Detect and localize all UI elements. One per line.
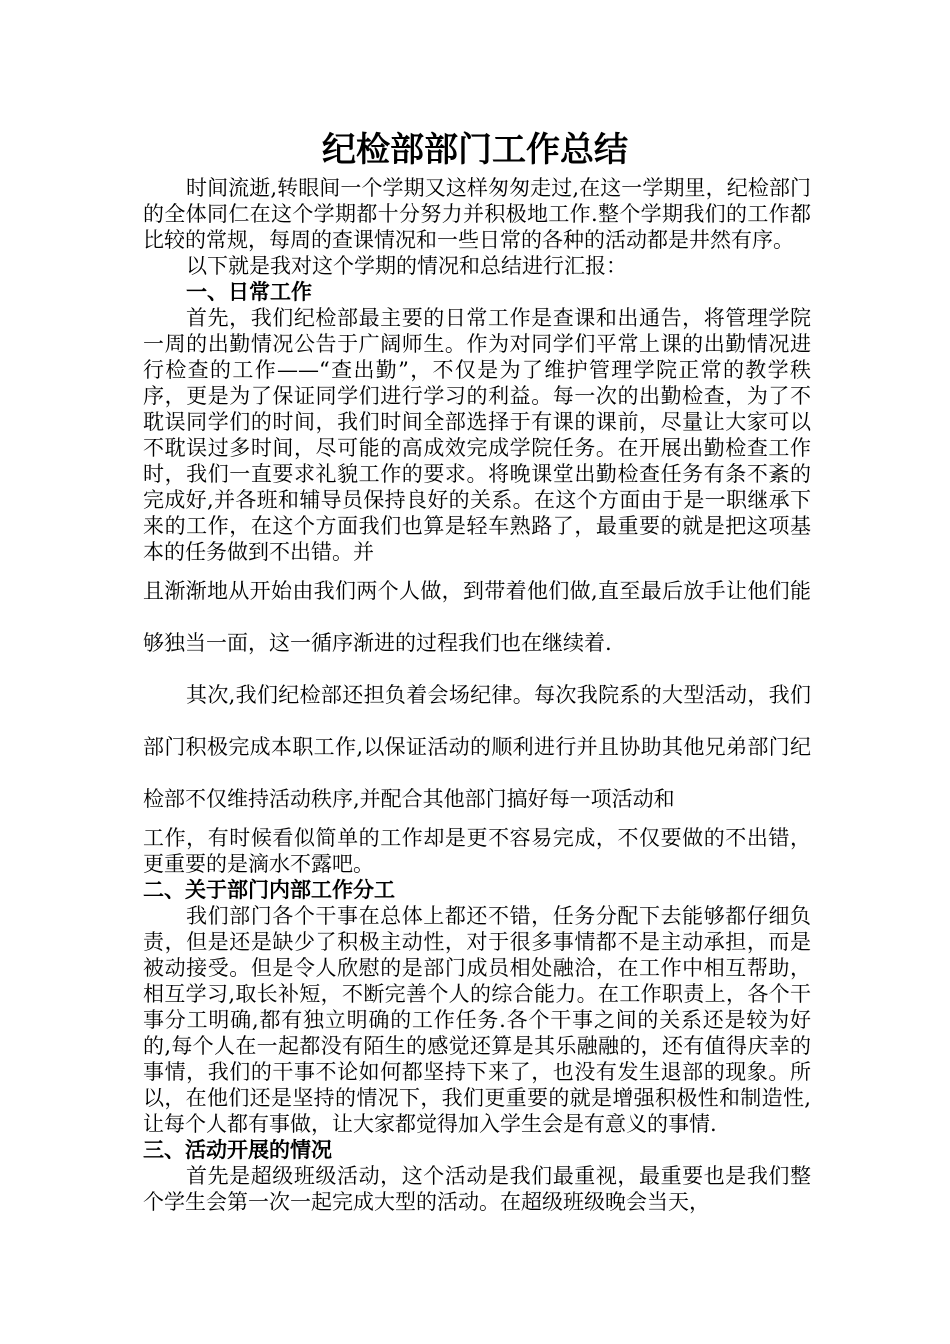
section-1-heading: 一、日常工作	[186, 280, 312, 304]
section-3-paragraph-1: 首先是超级班级活动，这个活动是我们最重视，最重要也是我们整个学生会第一次一起完成大型的活动。在超级班级晚会当天，	[143, 1164, 811, 1214]
section-1-paragraph-2-continued: 工作，有时候看似简单的工作却是更不容易完成，不仅要做的不出错，更重要的是滴水不露吧。	[143, 826, 811, 876]
section-2-heading: 二、关于部门内部工作分工	[143, 878, 395, 902]
document-body	[143, 175, 811, 1215]
section-1-paragraph-1-continued: 且渐渐地从开始由我们两个人做，到带着他们做,直至最后放手让他们能够独当一面，这一循序渐进的过程我们也在继续着.	[143, 579, 811, 655]
section-3-heading: 三、活动开展的情况	[143, 1138, 332, 1162]
intro-paragraph-1: 时间流逝,转眼间一个学期又这样匆匆走过,在这一学期里，纪检部门的全体同仁在这个学期都十分努力并积极地工作.整个学期我们的工作都比较的常规，每周的查课情况和一些日常的各种的活动都是井然有序。	[143, 176, 811, 252]
intro-paragraph-2: 以下就是我对这个学期的情况和总结进行汇报：	[186, 254, 627, 278]
section-1-paragraph-2: 其次,我们纪检部还担负着会场纪律。每次我院系的大型活动，我们部门积极完成本职工作,以保证活动的顺利进行并且协助其他兄弟部门纪检部不仅维持活动秩序,并配合其他部门搞好每一项活动和	[143, 683, 811, 811]
section-1-paragraph-1: 首先，我们纪检部最主要的日常工作是查课和出通告，将管理学院一周的出勤情况公告于广阔师生。作为对同学们平常上课的出勤情况进行检查的工作——“查出勤”，不仅是为了维护管理学院正常的教学秩序，更是为了保证同学们进行学习的利益。每一次的出勤检查，为了不耽误同学们的时间，我们时间全部选择于有课的课前，尽量让大家可以不耽误过多时间，尽可能的高成效完成学院任务。在开展出勤检查工作时，我们一直要求礼貌工作的要求。将晚课堂出勤检查任务有条不紊的完成好,并各班和辅导员保持良好的关系。在这个方面由于是一职继承下来的工作，在这个方面我们也算是轻车熟路了，最重要的就是把这项基本的任务做到不出错。并	[143, 306, 811, 564]
section-2-paragraph-1: 我们部门各个干事在总体上都还不错，任务分配下去能够都仔细负责，但是还是缺少了积极主动性，对于很多事情都不是主动承担，而是被动接受。但是令人欣慰的是部门成员相处融洽，在工作中相互帮助，相互学习,取长补短，不断完善个人的综合能力。在工作职责上，各个干事分工明确,都有独立明确的工作任务.各个干事之间的关系还是较为好的,每个人在一起都没有陌生的感觉还算是其乐融融的，还有值得庆幸的事情，我们的干事不论如何都坚持下来了，也没有发生退部的现象。所以，在他们还是坚持的情况下，我们更重要的就是增强积极性和制造性,让每个人都有事做，让大家都觉得加入学生会是有意义的事情.	[143, 904, 811, 1136]
document-title: 纪检部部门工作总结	[322, 130, 628, 170]
